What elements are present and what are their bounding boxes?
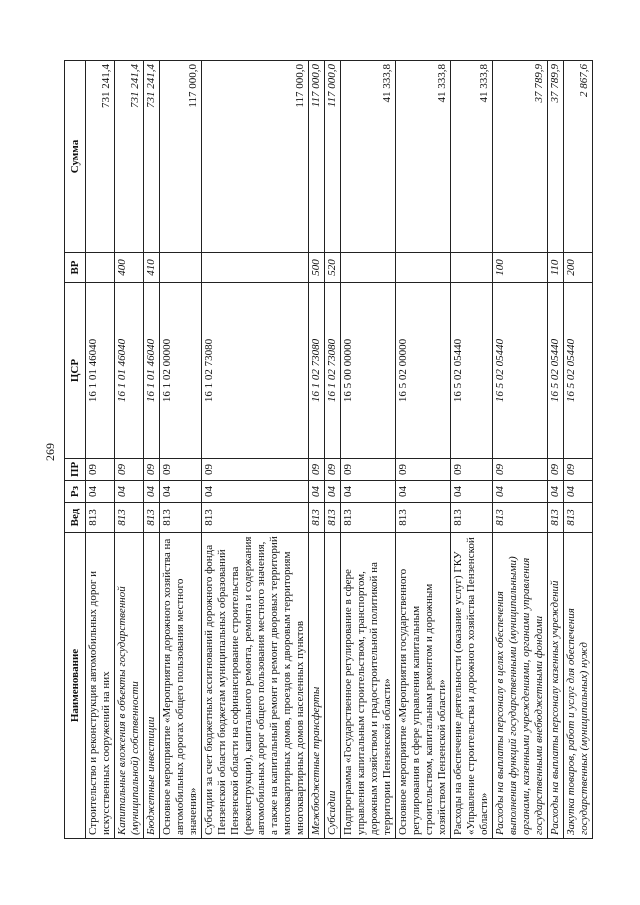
cell-sum: 41 333,8 [451,61,493,253]
cell-vr: 520 [325,253,341,283]
cell-vr: 410 [144,253,160,283]
cell-name: Субсидии [325,533,341,839]
cell-ved: 813 [564,503,593,533]
cell-name: Подпрограмма «Государственное регулирование в сфере управления капитальным строительством, транспортом, дорожным хозяйством и градостроительной политикой на территории Пензенской области» [341,533,396,839]
cell-pr: 09 [493,459,548,481]
cell-vr: 100 [493,253,548,283]
table-row [115,61,144,839]
cell-pr: 09 [564,459,593,481]
table-header-row [65,61,86,839]
page-number: 269 [43,443,57,461]
cell-csr: 16 1 01 46040 [115,283,144,459]
cell-sum: 731 241,4 [144,61,160,253]
cell-csr: 16 1 02 00000 [160,283,202,459]
cell-pr: 09 [202,459,309,481]
cell-ved: 813 [144,503,160,533]
cell-csr: 16 1 01 46040 [144,283,160,459]
cell-rz: 04 [396,481,451,503]
cell-vr [202,253,309,283]
cell-ved: 813 [451,503,493,533]
cell-csr: 16 5 02 05440 [451,283,493,459]
cell-csr: 16 1 02 73080 [325,283,341,459]
cell-vr [451,253,493,283]
cell-rz: 04 [309,481,325,503]
table-row [160,61,202,839]
cell-vr: 200 [564,253,593,283]
table-body [86,61,593,839]
cell-rz: 04 [493,481,548,503]
cell-rz: 04 [341,481,396,503]
header-ved: Вед [65,503,86,533]
cell-sum: 117 000,0 [325,61,341,253]
cell-ved: 813 [341,503,396,533]
cell-pr: 09 [309,459,325,481]
table-row [548,61,564,839]
rotated-page-content [64,61,610,839]
cell-sum: 41 333,8 [396,61,451,253]
cell-vr: 500 [309,253,325,283]
cell-rz: 04 [160,481,202,503]
table-row [309,61,325,839]
header-csr: ЦСР [65,283,86,459]
cell-vr [160,253,202,283]
cell-name: Закупка товаров, работ и услуг для обеспечения государственных (муниципальных) нужд [564,533,593,839]
cell-csr: 16 5 02 05440 [564,283,593,459]
header-pr: ПР [65,459,86,481]
cell-sum: 731 241,4 [86,61,115,253]
cell-rz: 04 [451,481,493,503]
table-row [493,61,548,839]
cell-rz: 04 [202,481,309,503]
cell-pr: 09 [341,459,396,481]
cell-name: Расходы на выплаты персоналу казенных учреждений [548,533,564,839]
cell-rz: 04 [325,481,341,503]
cell-rz: 04 [144,481,160,503]
cell-sum: 37 789,9 [548,61,564,253]
cell-pr: 09 [548,459,564,481]
cell-vr: 110 [548,253,564,283]
cell-name: Межбюджетные трансферты [309,533,325,839]
table-row [86,61,115,839]
cell-name: Строительство и реконструкция автомобильных дорог и искусственных сооружений на них [86,533,115,839]
cell-name: Субсидии за счет бюджетных ассигнований дорожного фонда Пензенской области бюджетам муниципальных образований Пензенской области на софинансирование строительства (реконструкции), капитального ремонта, ремонта и содержания автомобильных дорог общего пользования местного значения, а также на капитальный ремонт и ремонт дворовых территорий многоквартирных домов, проездов к дворовым территориям многоквартирных домов населенных пунктов [202,533,309,839]
cell-ved: 813 [493,503,548,533]
cell-pr: 09 [451,459,493,481]
cell-sum: 2 867,6 [564,61,593,253]
cell-pr: 09 [144,459,160,481]
cell-rz: 04 [564,481,593,503]
cell-ved: 813 [325,503,341,533]
cell-name: Расходы на обеспечение деятельности (оказание услуг) ГКУ «Управление строительства и дорожного хозяйства Пензенской области» [451,533,493,839]
budget-table [64,60,593,839]
cell-vr [396,253,451,283]
cell-csr: 16 1 02 73080 [309,283,325,459]
table-row [341,61,396,839]
header-name: Наименование [65,533,86,839]
cell-csr: 16 5 00 00000 [341,283,396,459]
cell-name: Расходы на выплаты персоналу в целях обеспечения выполнения функций государственными (муниципальными) органами, казенными учреждениями, органами управления государственными внебюджетными фондами [493,533,548,839]
cell-csr: 16 5 02 05440 [548,283,564,459]
cell-sum: 41 333,8 [341,61,396,253]
header-vr: ВР [65,253,86,283]
cell-pr: 09 [160,459,202,481]
table-row [144,61,160,839]
cell-sum: 117 000,0 [309,61,325,253]
table-row [396,61,451,839]
cell-ved: 813 [115,503,144,533]
cell-rz: 04 [86,481,115,503]
cell-ved: 813 [160,503,202,533]
cell-rz: 04 [115,481,144,503]
header-sum: Сумма [65,61,86,253]
table-row [564,61,593,839]
cell-pr: 09 [396,459,451,481]
table-row [451,61,493,839]
cell-pr: 09 [115,459,144,481]
cell-name: Основное мероприятие «Мероприятия государственного регулирования в сфере управления капитальным строительством, капитальным ремонтом и дорожным хозяйством Пензенской области» [396,533,451,839]
cell-sum: 731 241,4 [115,61,144,253]
table-row [202,61,309,839]
cell-sum: 117 000,0 [202,61,309,253]
header-rz: Рз [65,481,86,503]
cell-csr: 16 5 02 05440 [493,283,548,459]
cell-pr: 09 [325,459,341,481]
cell-ved: 813 [202,503,309,533]
table-row [325,61,341,839]
cell-vr: 400 [115,253,144,283]
cell-ved: 813 [548,503,564,533]
cell-sum: 117 000,0 [160,61,202,253]
cell-name: Бюджетные инвестиции [144,533,160,839]
cell-vr [86,253,115,283]
cell-csr: 16 1 01 46040 [86,283,115,459]
cell-ved: 813 [396,503,451,533]
cell-ved: 813 [86,503,115,533]
cell-name: Основное мероприятие «Мероприятия дорожного хозяйства на автомобильных дорогах общего пользования местного значения» [160,533,202,839]
cell-ved: 813 [309,503,325,533]
cell-name: Капитальные вложения в объекты государственной (муниципальной) собственности [115,533,144,839]
cell-rz: 04 [548,481,564,503]
cell-pr: 09 [86,459,115,481]
cell-csr: 16 5 02 00000 [396,283,451,459]
cell-sum: 37 789,9 [493,61,548,253]
cell-vr [341,253,396,283]
cell-csr: 16 1 02 73080 [202,283,309,459]
